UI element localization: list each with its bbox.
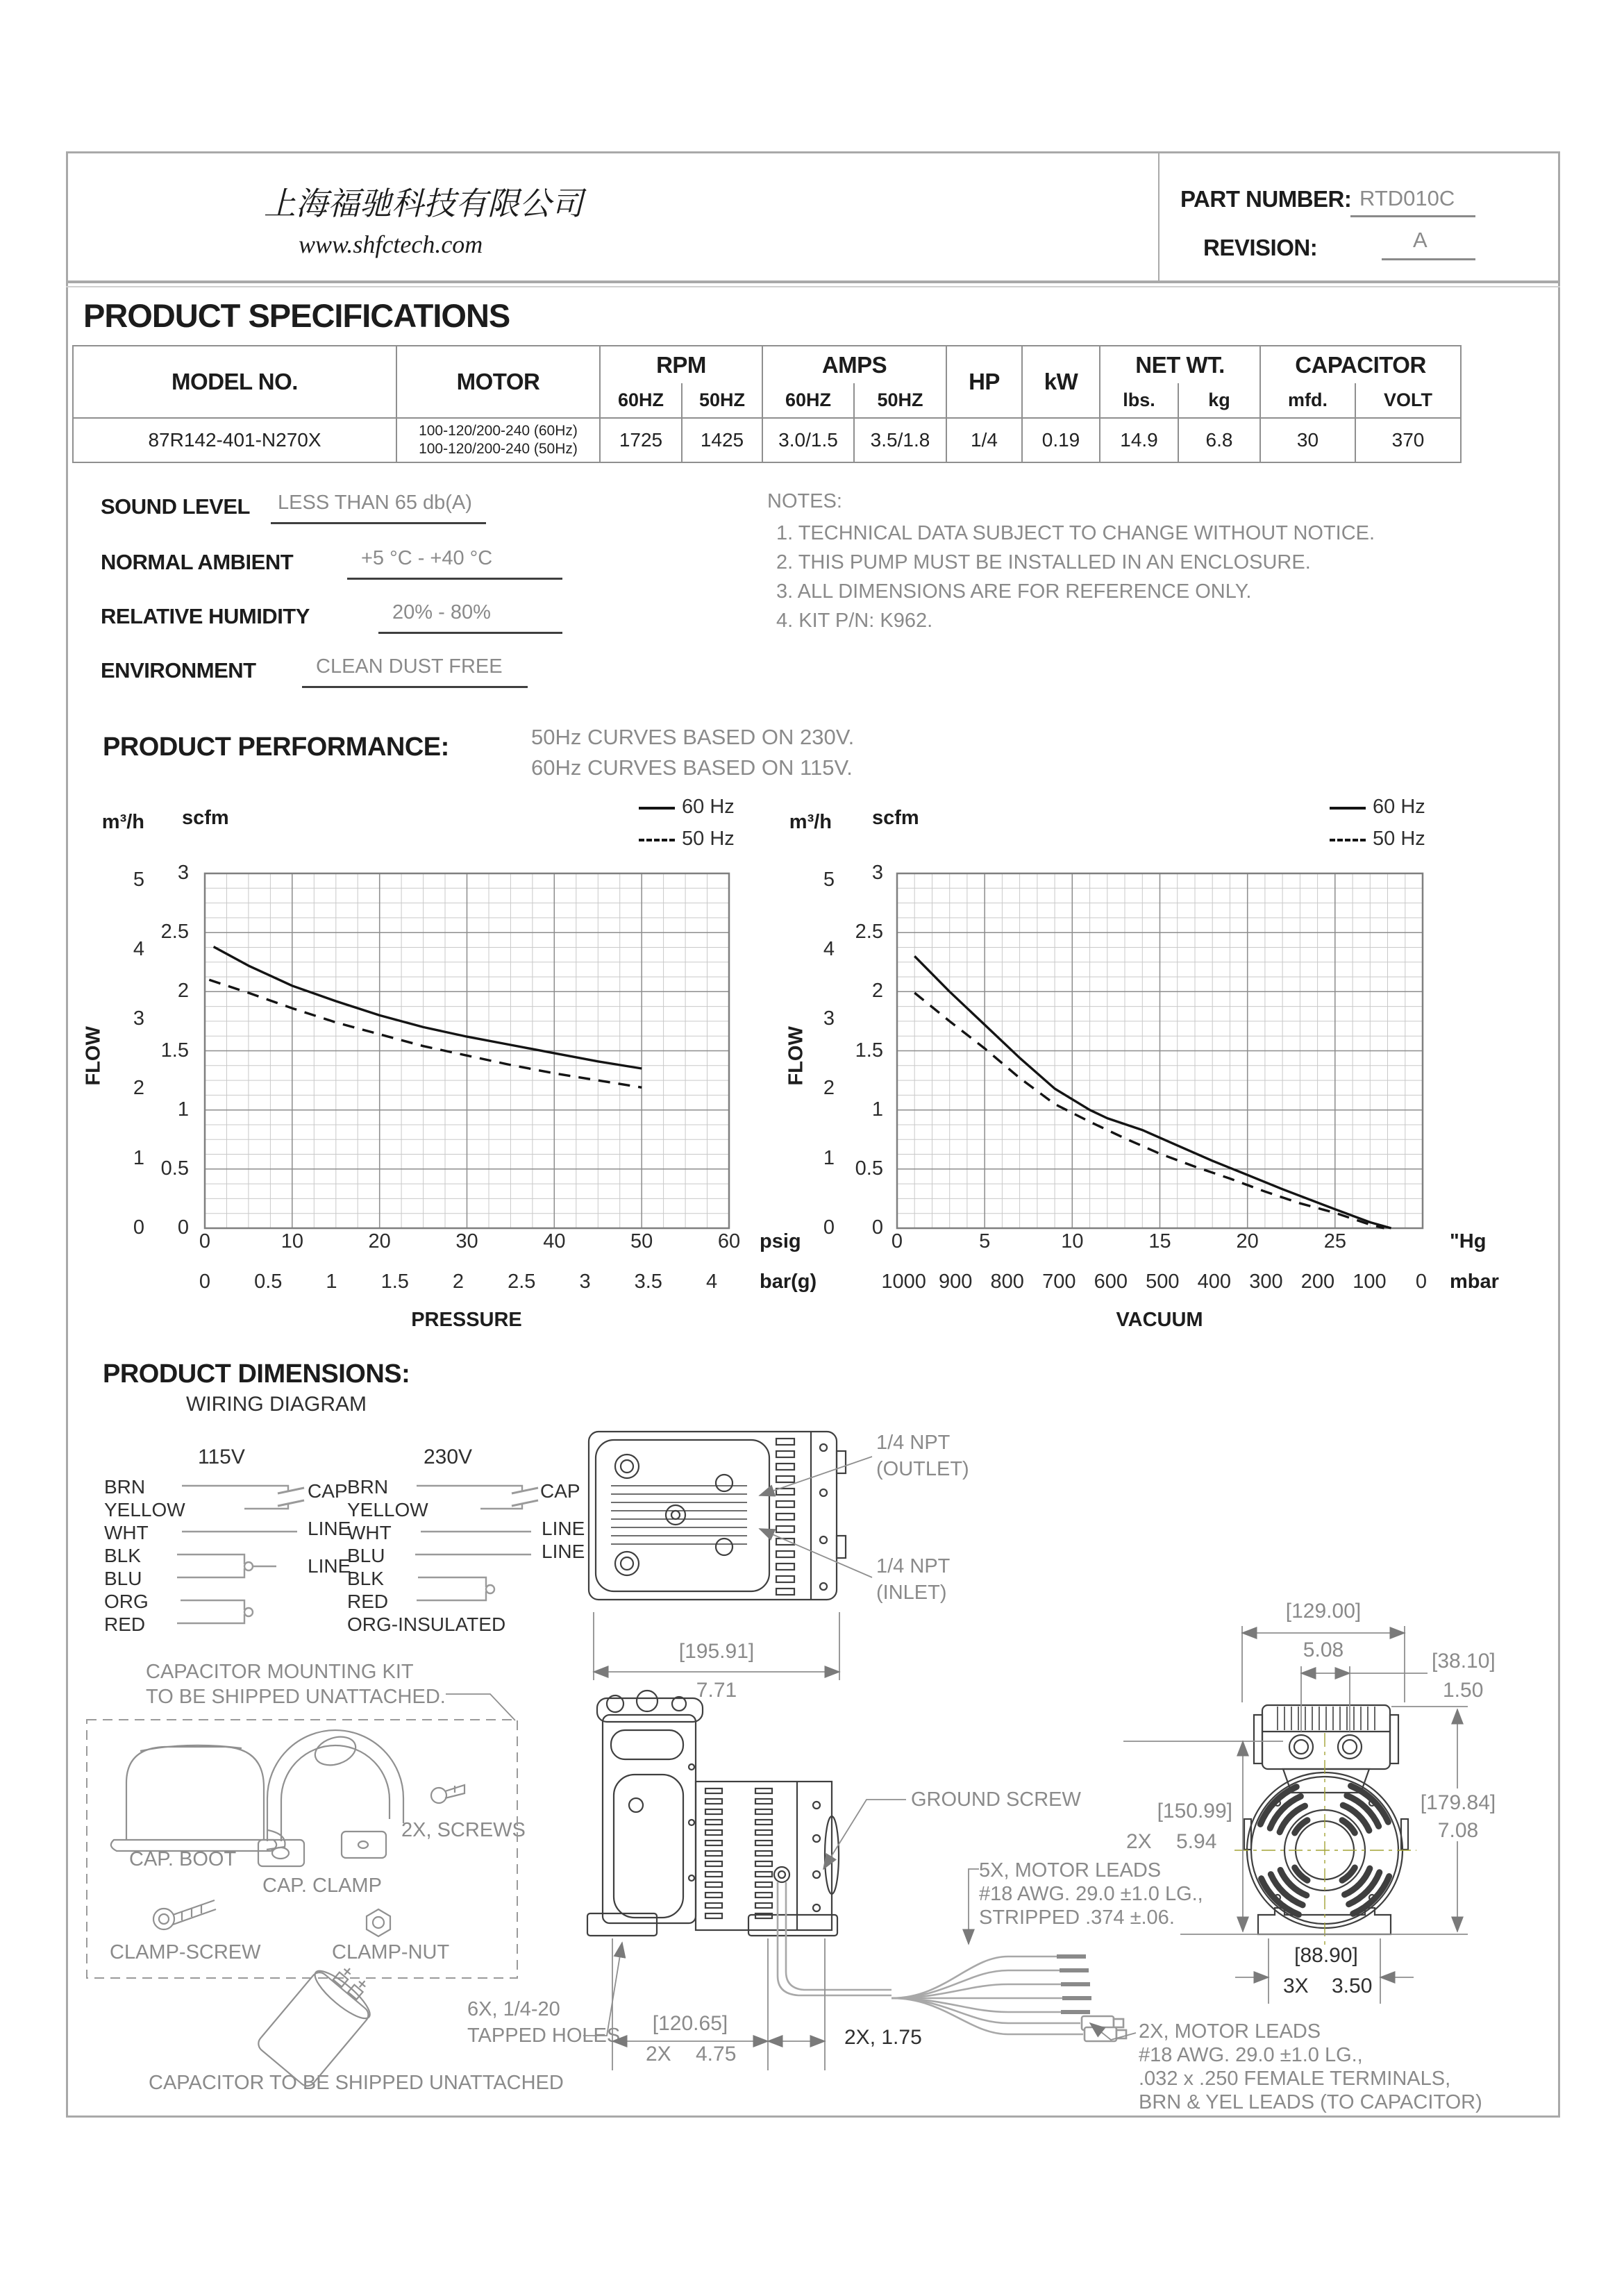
- col-kg: kg: [1178, 383, 1260, 418]
- performance-title: PRODUCT PERFORMANCE:: [103, 732, 449, 762]
- ytick-scfm-2.5: 2.5: [855, 921, 883, 944]
- dimensions-title: PRODUCT DIMENSIONS:: [103, 1359, 410, 1389]
- legend-60hz-label-chart1: 60 Hz: [682, 796, 735, 818]
- inlet-callout-1: 1/4 NPT: [876, 1555, 951, 1577]
- y-unit-scfm-chart2: scfm: [872, 807, 919, 829]
- motor-leads-2x-3: .032 x .250 FEMALE TERMINALS,: [1139, 2068, 1451, 2090]
- xtick-psig-20: 20: [368, 1230, 391, 1252]
- ytick-scfm-0.5: 0.5: [160, 1157, 189, 1180]
- lead-115-wht: WHT: [104, 1522, 149, 1543]
- part-number-underline: [1350, 215, 1475, 217]
- legend-60hz-label-chart2: 60 Hz: [1373, 796, 1425, 818]
- xtick-mbar-500: 500: [1146, 1271, 1180, 1293]
- revision-underline: [1382, 258, 1475, 260]
- xtick-mbar-200: 200: [1300, 1271, 1335, 1293]
- legend-60hz-line-chart1: [639, 807, 675, 810]
- dim-center-h-qty: 2X: [1126, 1830, 1152, 1853]
- part-number-value: RTD010C: [1359, 186, 1455, 210]
- y-axis-label-chart2: FLOW: [785, 1026, 807, 1086]
- dim-total-h-in: 7.08: [1389, 1819, 1527, 1843]
- xtick-psig-40: 40: [543, 1230, 566, 1252]
- ytick-scfm-1: 1: [871, 1098, 883, 1121]
- normal-ambient-label: NORMAL AMBIENT: [101, 550, 294, 574]
- line-label-230-2: LINE: [542, 1541, 585, 1562]
- lead-115-red: RED: [104, 1614, 146, 1635]
- xtick-"Hg-15: 15: [1148, 1230, 1171, 1252]
- x-unit-mbar: mbar: [1450, 1271, 1499, 1293]
- motor-leads-5x-3: STRIPPED .374 ±.06.: [979, 1907, 1175, 1929]
- sound-level-label: SOUND LEVEL: [101, 494, 250, 519]
- notes-title: NOTES:: [767, 490, 842, 512]
- environment-value: CLEAN DUST FREE: [316, 655, 503, 678]
- cell-mfd: 30: [1260, 418, 1355, 462]
- lead-230-brn: BRN: [347, 1476, 389, 1498]
- dim-length-mm: [195.91]: [678, 1640, 755, 1663]
- sound-level-underline: [271, 522, 486, 524]
- ytick-m³/h-1: 1: [823, 1146, 835, 1169]
- dim-foot-l-qty: 2X: [646, 2043, 671, 2065]
- motor-leads-2x-1: 2X, MOTOR LEADS: [1139, 2020, 1321, 2043]
- xtick-bar(g)-2.5: 2.5: [508, 1271, 536, 1293]
- xtick-psig-30: 30: [455, 1230, 478, 1252]
- company-name: 上海福驰科技有限公司: [264, 186, 583, 221]
- xtick-bar(g)-0.5: 0.5: [254, 1271, 283, 1293]
- ytick-scfm-1.5: 1.5: [855, 1039, 883, 1062]
- clamp-screw-label: CLAMP-SCREW: [110, 1941, 261, 1963]
- col-capacitor: CAPACITOR: [1260, 346, 1461, 383]
- dim-ports-mm: [38.10]: [1432, 1650, 1496, 1673]
- xtick-"Hg-5: 5: [979, 1230, 991, 1252]
- xtick-"Hg-20: 20: [1236, 1230, 1259, 1252]
- part-number-label: PART NUMBER:: [1180, 186, 1352, 212]
- company-url: www.shfctech.com: [299, 231, 483, 258]
- x-unit-barg: bar(g): [760, 1271, 817, 1293]
- col-rpm-60: 60HZ: [600, 383, 682, 418]
- col-hp: HP: [946, 346, 1022, 418]
- xtick-psig-0: 0: [199, 1230, 211, 1252]
- lead-115-org: ORG: [104, 1591, 149, 1612]
- xtick-mbar-300: 300: [1249, 1271, 1283, 1293]
- dim-foot-l-in: 4.75: [696, 2043, 737, 2065]
- kit-note-1: CAPACITOR MOUNTING KIT: [146, 1661, 414, 1683]
- lead-230-wht: WHT: [347, 1522, 392, 1543]
- xtick-mbar-900: 900: [939, 1271, 973, 1293]
- capacitor-note: CAPACITOR TO BE SHIPPED UNATTACHED: [149, 2072, 564, 2094]
- y-unit-m3h-chart1: m³/h: [101, 811, 144, 833]
- motor-leads-5x-2: #18 AWG. 29.0 ±1.0 LG.,: [979, 1883, 1203, 1905]
- lead-230-org-insulated: ORG-INSULATED: [347, 1614, 506, 1635]
- x-axis-label-chart1: PRESSURE: [411, 1309, 522, 1331]
- performance-note-50: 50Hz CURVES BASED ON 230V.: [531, 725, 855, 749]
- xtick-bar(g)-3.5: 3.5: [634, 1271, 662, 1293]
- cell-hp: 1/4: [946, 418, 1022, 462]
- ytick-m³/h-4: 4: [133, 937, 144, 960]
- performance-note-60: 60Hz CURVES BASED ON 115V.: [531, 755, 853, 780]
- xtick-bar(g)-2: 2: [452, 1271, 464, 1293]
- y-unit-m3h-chart2: m³/h: [789, 811, 832, 833]
- col-netwt: NET WT.: [1100, 346, 1260, 383]
- note-item-3: 3. ALL DIMENSIONS ARE FOR REFERENCE ONLY.: [776, 580, 1252, 603]
- xtick-"Hg-0: 0: [891, 1230, 903, 1252]
- ytick-scfm-3: 3: [177, 862, 189, 884]
- dim-foot-w-in: 3.50: [1332, 1975, 1373, 1997]
- motor-leads-5x-1: 5X, MOTOR LEADS: [979, 1859, 1162, 1882]
- inlet-callout-2: (INLET): [876, 1582, 947, 1604]
- cell-kw: 0.19: [1022, 418, 1100, 462]
- motor-leads-2x-4: BRN & YEL LEADS (TO CAPACITOR): [1139, 2091, 1482, 2113]
- cap-boot-label: CAP. BOOT: [129, 1848, 237, 1870]
- ytick-m³/h-1: 1: [133, 1146, 144, 1169]
- xtick-"Hg-10: 10: [1061, 1230, 1084, 1252]
- ytick-scfm-1.5: 1.5: [160, 1039, 189, 1062]
- dim-foot-w-qty: 3X: [1283, 1975, 1309, 1997]
- lead-115-yellow: YELLOW: [104, 1499, 185, 1520]
- spec-table: [72, 345, 1462, 463]
- dim-total-h-mm: [179.84]: [1389, 1791, 1527, 1816]
- cell-amps-60: 3.0/1.5: [762, 418, 854, 462]
- dim-foot-l-mm: [120.65]: [652, 2012, 728, 2035]
- kit-note-2: TO BE SHIPPED UNATTACHED.: [146, 1686, 446, 1708]
- dim-foot-w-mm: [88.90]: [1294, 1944, 1358, 1967]
- wiring-title: WIRING DIAGRAM: [186, 1393, 367, 1416]
- cap-label-115: CAP: [308, 1480, 348, 1502]
- wiring-115v-label: 115V: [198, 1446, 245, 1468]
- ytick-m³/h-0: 0: [133, 1216, 144, 1239]
- col-model: MODEL NO.: [73, 346, 396, 418]
- ytick-scfm-0: 0: [871, 1216, 883, 1239]
- xtick-bar(g)-1: 1: [326, 1271, 337, 1293]
- header-rule-1: [66, 280, 1560, 283]
- ground-screw-callout: GROUND SCREW: [911, 1788, 1081, 1811]
- x-axis-label-chart2: VACUUM: [1116, 1309, 1203, 1331]
- note-item-4: 4. KIT P/N: K962.: [776, 610, 933, 632]
- cell-rpm-60: 1725: [600, 418, 682, 462]
- ytick-scfm-0.5: 0.5: [855, 1157, 883, 1180]
- xtick-mbar-700: 700: [1042, 1271, 1076, 1293]
- xtick-bar(g)-1.5: 1.5: [380, 1271, 409, 1293]
- environment-underline: [302, 686, 528, 688]
- lead-115-brn: BRN: [104, 1476, 146, 1498]
- ytick-scfm-3: 3: [871, 862, 883, 884]
- ytick-m³/h-4: 4: [823, 937, 835, 960]
- xtick-mbar-1000: 1000: [881, 1271, 926, 1293]
- xtick-mbar-0: 0: [1415, 1271, 1428, 1293]
- outlet-callout-1: 1/4 NPT: [876, 1432, 951, 1454]
- relative-humidity-value: 20% - 80%: [392, 601, 491, 623]
- ytick-m³/h-5: 5: [133, 868, 144, 891]
- page-title: PRODUCT SPECIFICATIONS: [83, 297, 510, 334]
- xtick-bar(g)-4: 4: [705, 1271, 718, 1293]
- xtick-psig-60: 60: [717, 1230, 741, 1252]
- ytick-scfm-2: 2: [177, 980, 189, 1003]
- cell-motor-50: 100-120/200-240 (50Hz): [419, 441, 578, 457]
- tapped-holes-2: TAPPED HOLES: [467, 2025, 621, 2047]
- ytick-m³/h-0: 0: [823, 1216, 835, 1239]
- header-rule-2: [66, 286, 1560, 287]
- col-kw: kW: [1022, 346, 1100, 418]
- ytick-scfm-2.5: 2.5: [160, 921, 189, 944]
- legend-60hz-line-chart2: [1330, 807, 1366, 810]
- xtick-bar(g)-3: 3: [579, 1271, 591, 1293]
- xtick-mbar-100: 100: [1353, 1271, 1387, 1293]
- col-amps-50: 50HZ: [854, 383, 946, 418]
- cap-clamp-label: CAP. CLAMP: [262, 1875, 382, 1897]
- xtick-psig-50: 50: [630, 1230, 653, 1252]
- legend-50hz-label-chart1: 50 Hz: [682, 828, 735, 850]
- ytick-m³/h-3: 3: [823, 1007, 835, 1030]
- dim-width-in: 5.08: [1303, 1639, 1344, 1661]
- line-label-115-1: LINE: [308, 1518, 351, 1539]
- cell-volt: 370: [1355, 418, 1461, 462]
- col-rpm-50: 50HZ: [682, 383, 762, 418]
- table-row: [73, 418, 1461, 462]
- col-motor: MOTOR: [396, 346, 600, 418]
- normal-ambient-underline: [347, 578, 562, 580]
- screws-label: 2X, SCREWS: [401, 1819, 526, 1841]
- cell-motor-60: 100-120/200-240 (60Hz): [419, 422, 578, 439]
- tapped-holes-1: 6X, 1/4-20: [467, 1998, 560, 2020]
- y-axis-label-chart1: FLOW: [82, 1026, 105, 1086]
- cell-kg: 6.8: [1178, 418, 1260, 462]
- col-amps: AMPS: [762, 346, 946, 383]
- dim-width-mm: [129.00]: [1285, 1600, 1362, 1623]
- ytick-m³/h-2: 2: [133, 1077, 144, 1100]
- col-lbs: lbs.: [1100, 383, 1178, 418]
- note-item-2: 2. THIS PUMP MUST BE INSTALLED IN AN ENCLOSURE.: [776, 551, 1311, 573]
- dim-center-h-in: 5.94: [1176, 1830, 1217, 1853]
- line-label-115-2: LINE: [308, 1555, 351, 1577]
- lead-230-blu: BLU: [347, 1545, 385, 1566]
- note-item-1: 1. TECHNICAL DATA SUBJECT TO CHANGE WITHOUT NOTICE.: [776, 522, 1375, 544]
- legend-50hz-label-chart2: 50 Hz: [1373, 828, 1425, 850]
- xtick-mbar-600: 600: [1094, 1271, 1128, 1293]
- col-mfd: mfd.: [1260, 383, 1355, 418]
- wiring-230v-label: 230V: [424, 1446, 473, 1468]
- dim-center-h-mm: [150.99]: [1157, 1800, 1232, 1822]
- col-volt: VOLT: [1355, 383, 1461, 418]
- cell-motor: [396, 418, 600, 462]
- xtick-bar(g)-0: 0: [199, 1271, 211, 1293]
- revision-value: A: [1413, 228, 1428, 252]
- lead-230-red: RED: [347, 1591, 389, 1612]
- col-amps-60: 60HZ: [762, 383, 854, 418]
- y-unit-scfm-chart1: scfm: [182, 807, 229, 829]
- normal-ambient-value: +5 °C - +40 °C: [361, 547, 493, 569]
- dim-length-in: 7.71: [696, 1679, 737, 1702]
- cell-rpm-50: 1425: [682, 418, 762, 462]
- cap-label-230: CAP: [540, 1480, 580, 1502]
- ytick-m³/h-3: 3: [133, 1007, 144, 1030]
- lead-230-yellow: YELLOW: [347, 1499, 428, 1520]
- ytick-scfm-1: 1: [177, 1098, 189, 1121]
- environment-label: ENVIRONMENT: [101, 658, 256, 682]
- ytick-m³/h-5: 5: [823, 868, 835, 891]
- relative-humidity-label: RELATIVE HUMIDITY: [101, 604, 310, 628]
- col-rpm: RPM: [600, 346, 762, 383]
- legend-50hz-line-chart1: [639, 839, 675, 841]
- revision-label: REVISION:: [1203, 235, 1318, 260]
- xtick-"Hg-25: 25: [1323, 1230, 1346, 1252]
- cell-amps-50: 3.5/1.8: [854, 418, 946, 462]
- xtick-psig-10: 10: [281, 1230, 303, 1252]
- motor-leads-2x-2: #18 AWG. 29.0 ±1.0 LG.,: [1139, 2044, 1363, 2066]
- sound-level-value: LESS THAN 65 db(A): [278, 492, 472, 514]
- header-divider: [1158, 153, 1160, 281]
- ytick-scfm-0: 0: [177, 1216, 189, 1239]
- relative-humidity-underline: [378, 632, 562, 634]
- x-unit-inhg: "Hg: [1450, 1230, 1487, 1252]
- cell-model: 87R142-401-N270X: [73, 418, 396, 462]
- dim-foot-spacing: 2X, 1.75: [844, 2026, 922, 2049]
- lead-115-blk: BLK: [104, 1545, 141, 1566]
- x-unit-psig: psig: [760, 1230, 801, 1252]
- outlet-callout-2: (OUTLET): [876, 1458, 969, 1480]
- clamp-nut-label: CLAMP-NUT: [332, 1941, 450, 1963]
- cell-lbs: 14.9: [1100, 418, 1178, 462]
- line-label-230-1: LINE: [542, 1518, 585, 1539]
- ytick-m³/h-2: 2: [823, 1077, 835, 1100]
- legend-50hz-line-chart2: [1330, 839, 1366, 841]
- dim-ports-in: 1.50: [1443, 1679, 1484, 1702]
- lead-115-blu: BLU: [104, 1568, 142, 1589]
- xtick-mbar-400: 400: [1197, 1271, 1232, 1293]
- lead-230-blk: BLK: [347, 1568, 384, 1589]
- ytick-scfm-2: 2: [871, 980, 883, 1003]
- xtick-mbar-800: 800: [990, 1271, 1024, 1293]
